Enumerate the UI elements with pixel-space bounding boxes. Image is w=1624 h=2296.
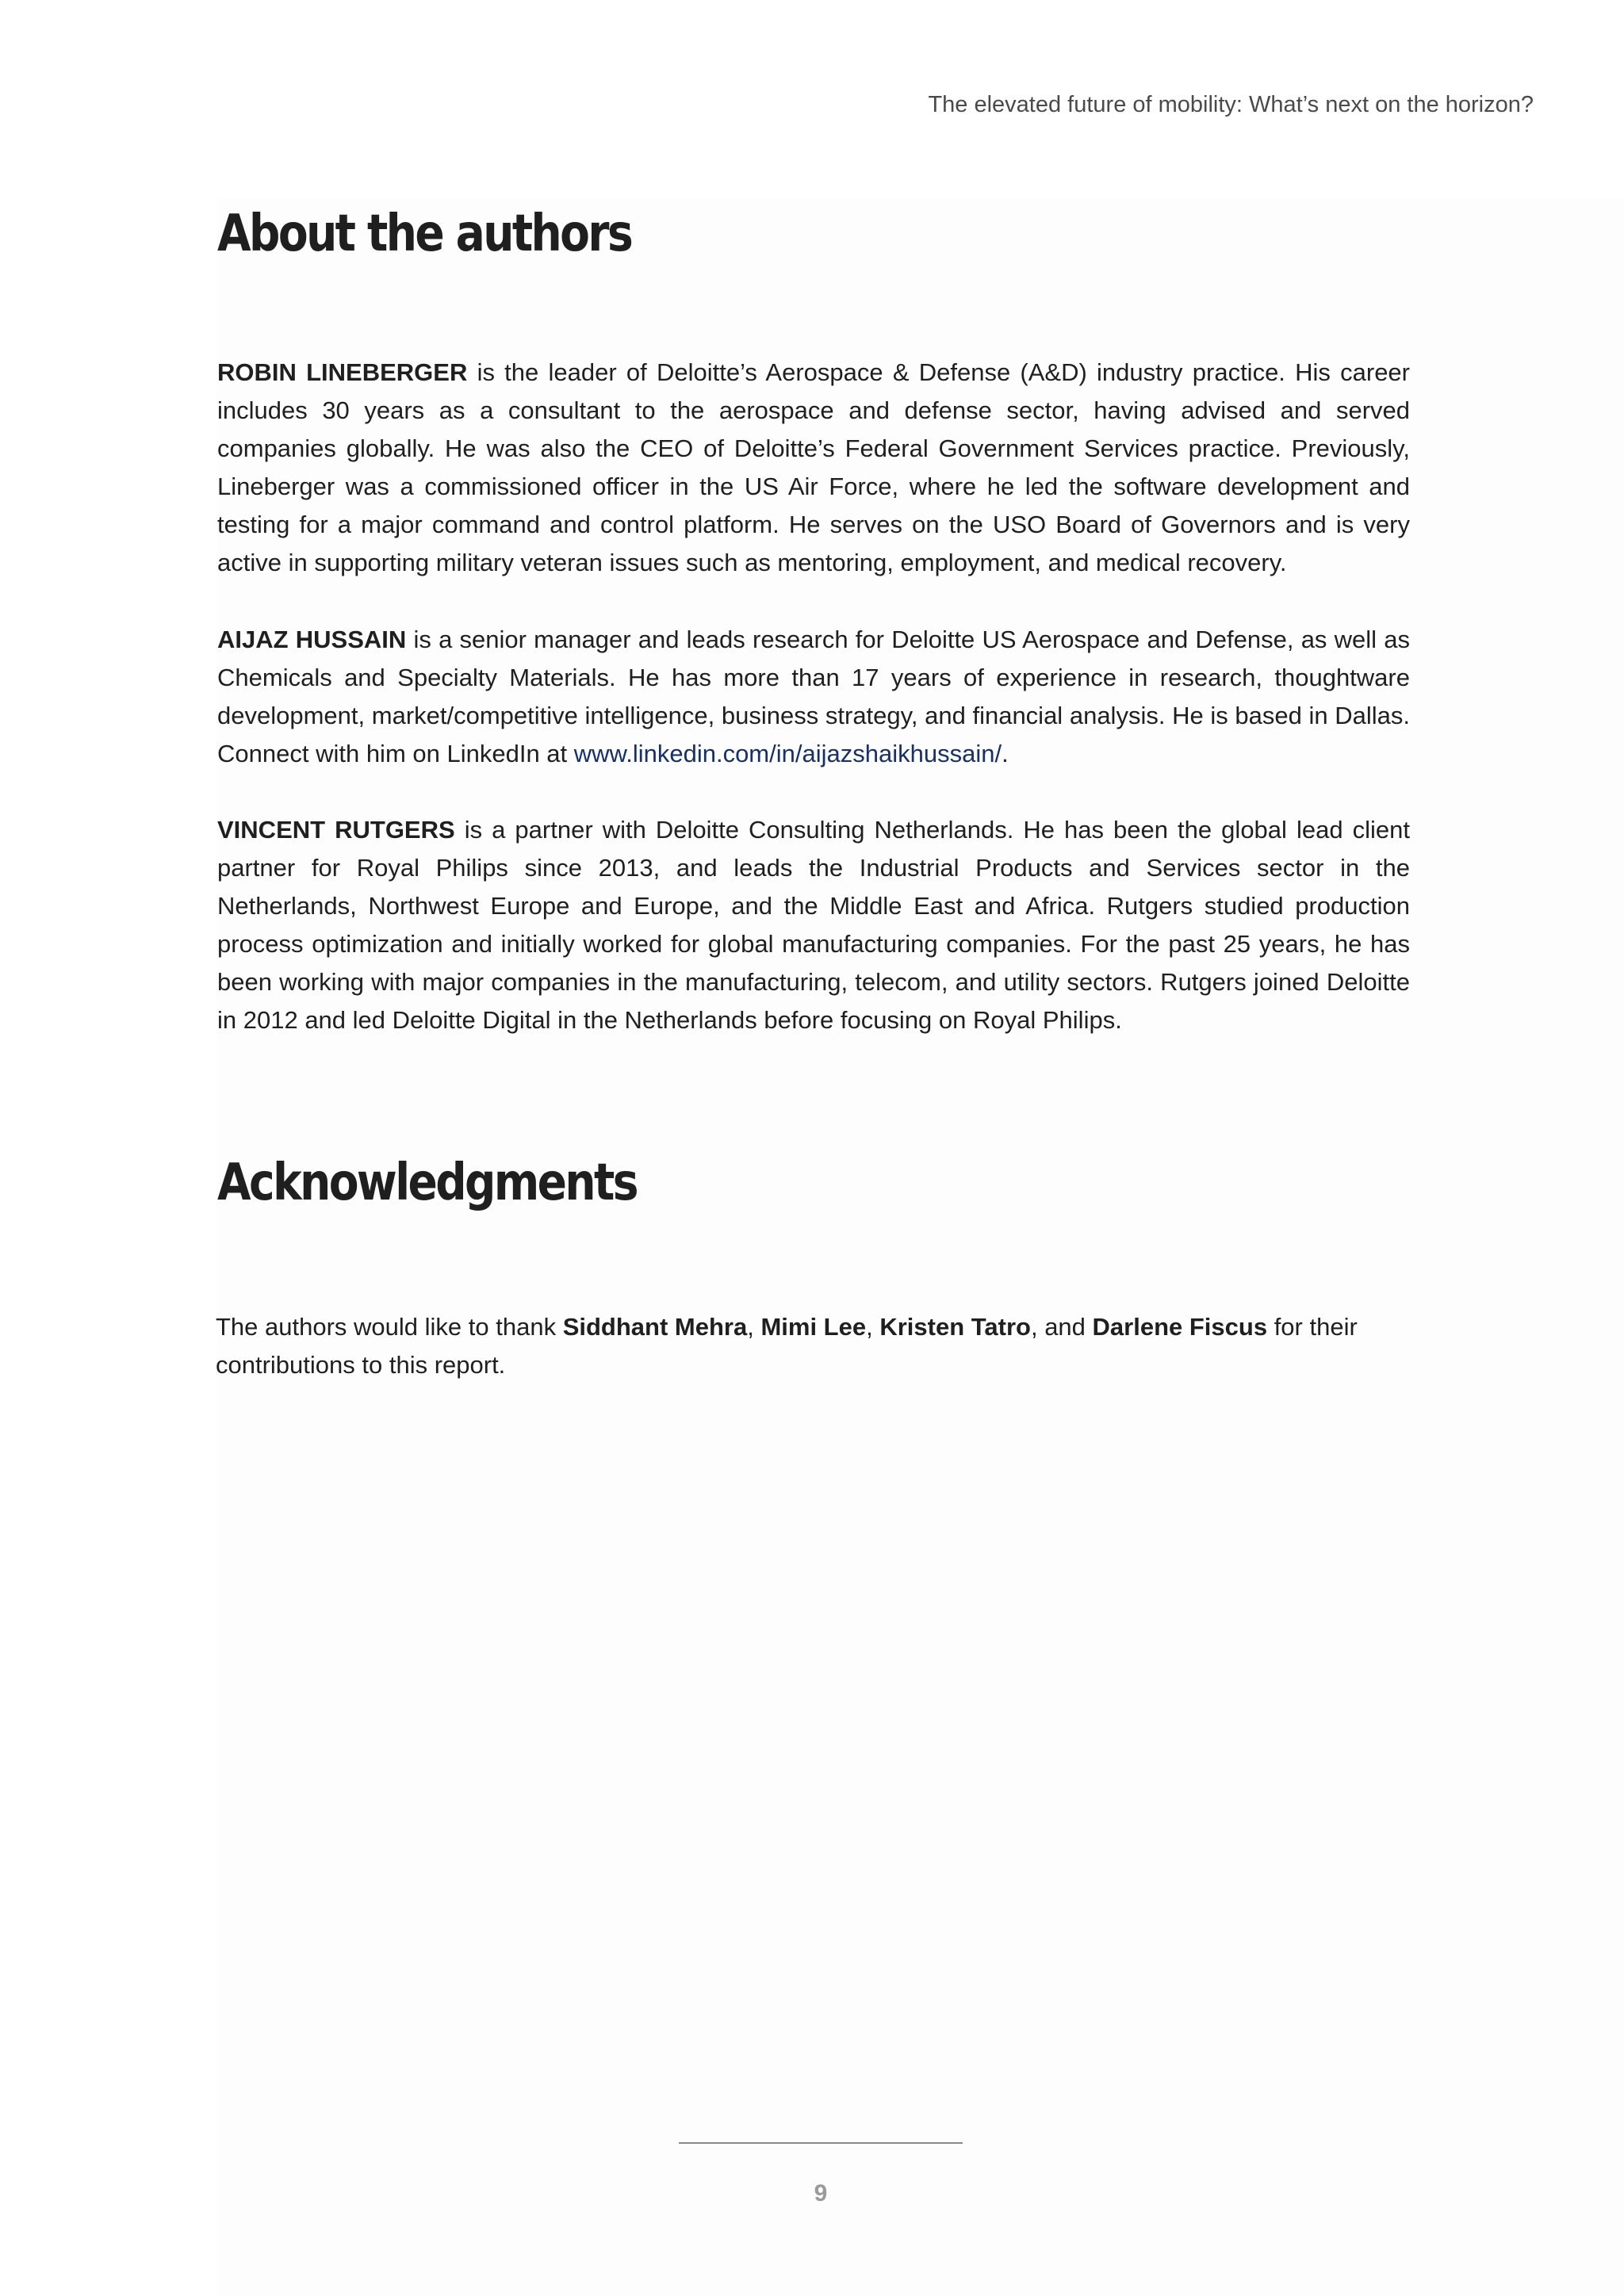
ack-separator: , [747, 1313, 761, 1341]
author-name: ROBIN LINEBERGER [217, 358, 468, 386]
author-bio-text: is a senior manager and leads research for Deloitte US Aerospace and Defense, as well as Chemicals and Specialty Materials. He has more than 17 years of experience in research, thoughtware development, market/competitive intelligence, business strategy, and financial analysis. He is based in Dallas. Connect with him on LinkedIn at [217, 626, 1410, 767]
footer-divider [679, 2142, 963, 2144]
ack-separator: , and [1030, 1313, 1093, 1341]
acknowledgments-text [216, 1308, 1413, 1384]
author-bio-end: . [1002, 740, 1009, 767]
author-bio-hussain [217, 621, 1410, 773]
linkedin-link[interactable]: www.linkedin.com/in/aijazshaikhussain/ [573, 740, 1002, 767]
acknowledgments-heading: Acknowledgments [217, 1154, 637, 1212]
ack-outro: for their contributions to this report. [216, 1313, 1358, 1379]
ack-person: Kristen Tatro [879, 1313, 1031, 1341]
ack-intro: The authors would like to thank [216, 1313, 563, 1341]
page-number: 9 [814, 2180, 828, 2206]
ack-person: Siddhant Mehra [562, 1313, 748, 1341]
running-header: The elevated future of mobility: What’s next on the horizon? [928, 92, 1534, 117]
about-authors-heading: About the authors [217, 205, 632, 263]
author-bio-lineberger [217, 354, 1410, 582]
ack-separator: , [866, 1313, 880, 1341]
author-bio-text: is the leader of Deloitte’s Aerospace & Defense (A&D) industry practice. His career includes 30 years as a consultant to the aerospace and defense sector, having advised and served companies globally. He was also the CEO of Deloitte’s Federal Government Services practice. Previously, Lineberger was a commissioned officer in the US Air Force, where he led the software development and testing for a major command and control platform. He serves on the USO Board of Governors and is very active in supporting military veteran issues such as mentoring, employment, and medical recovery. [217, 358, 1411, 576]
ack-person: Darlene Fiscus [1092, 1313, 1268, 1341]
ack-person: Mimi Lee [760, 1313, 867, 1341]
author-name: AIJAZ HUSSAIN [217, 626, 407, 653]
author-name: VINCENT RUTGERS [217, 816, 455, 844]
author-bio-rutgers [217, 811, 1410, 1039]
author-bio-text: is a partner with Deloitte Consulting Netherlands. He has been the global lead client partner for Royal Philips since 2013, and leads the Industrial Products and Services sector in the Netherlands, Northwest Europe and Europe, and the Middle East and Africa. Rutgers studied production process optimization and initially worked for global manufacturing companies. For the past 25 years, he has been working with major companies in the manufacturing, telecom, and utility sectors. Rutgers joined Deloitte in 2012 and led Deloitte Digital in the Netherlands before focusing on Royal Philips. [217, 816, 1410, 1034]
